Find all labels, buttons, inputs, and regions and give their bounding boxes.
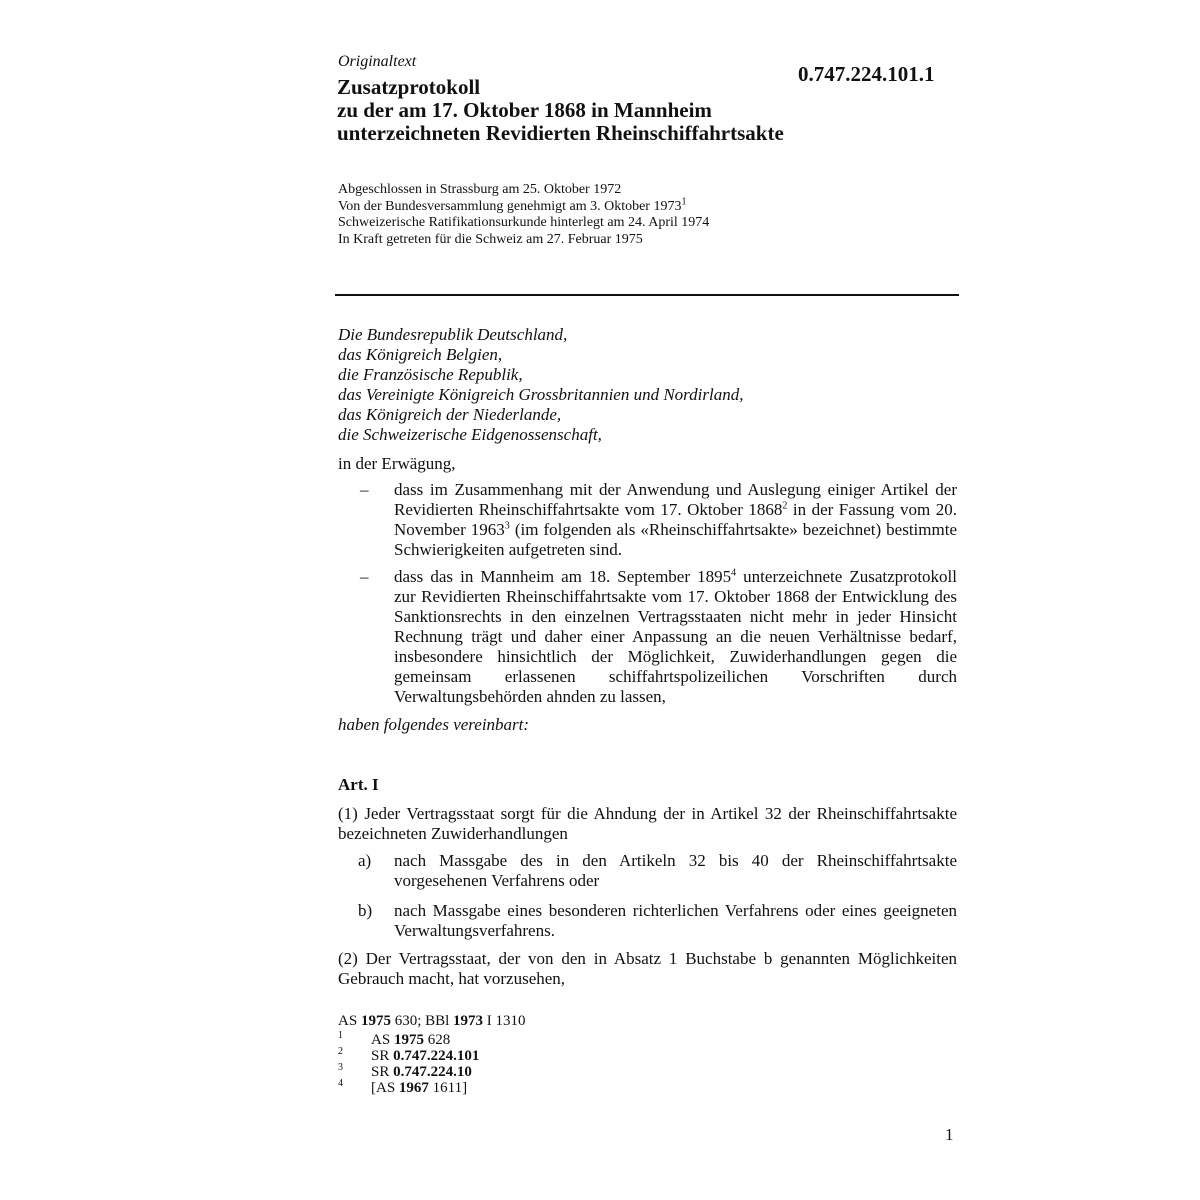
party-netherlands: das Königreich der Niederlande,: [338, 405, 562, 424]
footnote-bold: 0.747.224.10: [393, 1064, 472, 1080]
consideration-item-1: [338, 480, 958, 560]
consideration-text-part: (im folgenden als «Rheinschiffahrtsakte» bezeichnet) bestimmte Schwierigkeiten aufgetreten sind.: [394, 520, 957, 559]
party-belgium: das Königreich Belgien,: [338, 345, 503, 364]
item-marker-a: a): [358, 851, 372, 870]
party-germany: Die Bundesrepublik Deutschland,: [338, 325, 568, 344]
item-text-a: nach Massgabe des in den Artikeln 32 bis 40 der Rheinschiffahrtsakte vorgesehenen Verfahrens oder: [394, 851, 957, 890]
consideration-text-2: [394, 567, 957, 707]
footnote-suffix: 628: [423, 1032, 451, 1048]
footnote-prefix: [AS: [371, 1080, 399, 1096]
footnote-text: [371, 1064, 472, 1080]
consideration-text-part: dass das in Mannheim am 18. September 1895: [394, 567, 732, 586]
agreement-clause: haben folgendes vereinbart:: [338, 715, 530, 734]
party-switzerland: die Schweizerische Eidgenossenschaft,: [338, 425, 602, 444]
article-heading: Art. I: [338, 775, 379, 794]
footnote-text: [371, 1080, 467, 1096]
consideration-item-2: [338, 567, 958, 707]
footnote-bold: 1975: [393, 1032, 424, 1048]
source-year: 1975: [360, 1013, 391, 1029]
ratification-line: Schweizerische Ratifikationsurkunde hinterlegt am 24. April 1974: [338, 215, 710, 230]
source-year: 1973: [453, 1013, 484, 1029]
approved-line: [338, 195, 709, 216]
footnote-number: 1: [338, 1030, 343, 1041]
divider-rule: [335, 294, 959, 296]
footnote-prefix: SR: [371, 1048, 394, 1064]
page-number: 1: [945, 1125, 954, 1144]
footnote-ref: 2: [782, 500, 788, 512]
sr-number: 0.747.224.101.1: [798, 62, 935, 86]
footnote-bold: 0.747.224.101: [393, 1048, 480, 1064]
dash-marker: –: [360, 567, 369, 586]
title-line-3: unterzeichneten Revidierten Rheinschiffahrtsakte: [337, 121, 784, 145]
footnote-number: 4: [338, 1078, 343, 1089]
party-france: die Französische Republik,: [338, 365, 523, 384]
party-uk: das Vereinigte Königreich Grossbritannien und Nordirland,: [338, 385, 744, 404]
footnote-number: 2: [338, 1046, 343, 1057]
dash-marker: –: [360, 480, 369, 499]
consideration-text-part: dass im Zusammenhang mit der Anwendung und Auslegung einiger Artikel der Revidierten Rheinschiffahrtsakte vom 17. Oktober 1868: [394, 480, 957, 519]
source-note: [338, 1013, 526, 1030]
footnote-ref: 4: [731, 567, 737, 579]
item-marker-b: b): [358, 901, 373, 920]
considerations-intro: in der Erwägung,: [338, 454, 456, 473]
contracting-parties: [338, 325, 743, 445]
footnote-prefix: SR: [371, 1064, 394, 1080]
footnote-suffix: 1611]: [428, 1080, 468, 1096]
footnote-ref: 3: [504, 520, 510, 532]
source-text: I 1310: [483, 1013, 526, 1029]
footnote-text: [371, 1032, 450, 1048]
title-line-2: zu der am 17. Oktober 1868 in Mannheim: [337, 98, 712, 122]
metadata-block: [338, 182, 709, 248]
approved-text: Von der Bundesversammlung genehmigt am 3. Oktober 1973: [338, 198, 682, 214]
consideration-text-part: in der Fassung vom 20. November 1963: [394, 500, 957, 539]
article-paragraph-1: (1) Jeder Vertragsstaat sorgt für die Ahndung der in Artikel 32 der Rheinschiffahrtsakte bezeichneten Zuwiderhandlungen: [338, 804, 957, 843]
footnote-prefix: AS: [371, 1032, 394, 1048]
article-item-b: [338, 901, 958, 941]
title-line-1: Zusatzprotokoll: [337, 75, 481, 99]
footnote-number: 3: [338, 1062, 343, 1073]
source-text: AS: [338, 1013, 361, 1029]
footnote-ref: 1: [681, 195, 687, 207]
article-item-a: [338, 851, 958, 891]
document-title: [337, 76, 784, 145]
consideration-text-1: [394, 480, 957, 560]
footnote-text: [371, 1048, 479, 1064]
article-paragraph-2: (2) Der Vertragsstaat, der von den in Absatz 1 Buchstabe b genannten Möglichkeiten Gebrauch macht, hat vorzusehen,: [338, 949, 957, 988]
consideration-text-part: unterzeichnete Zusatzprotokoll zur Revidierten Rheinschiffahrtsakte vom 17. Oktober 1868 der Entwicklung des Sanktionsrechts in den einzelnen Vertragsstaaten nicht mehr in jeder Hinsicht Rechnung trägt und daher einer Anpassung an die neuen Verhältnisse bedarf, insbesondere hinsichtlich der Möglichkeit, Zuwiderhandlungen gegen die gemeinsam erlassenen schiffahrtspolizeilichen Vorschriften durch Verwaltungsbehörden ahnden zu lassen,: [394, 567, 958, 706]
footnote-bold: 1967: [398, 1080, 429, 1096]
concluded-line: Abgeschlossen in Strassburg am 25. Oktober 1972: [338, 182, 622, 197]
original-text-label: Originaltext: [338, 53, 417, 70]
in-force-line: In Kraft getreten für die Schweiz am 27. Februar 1975: [338, 231, 643, 247]
item-text-b: nach Massgabe eines besonderen richterlichen Verfahrens oder eines geeigneten Verwaltungsverfahrens.: [394, 901, 957, 940]
source-text: 630; BBl: [390, 1013, 454, 1029]
